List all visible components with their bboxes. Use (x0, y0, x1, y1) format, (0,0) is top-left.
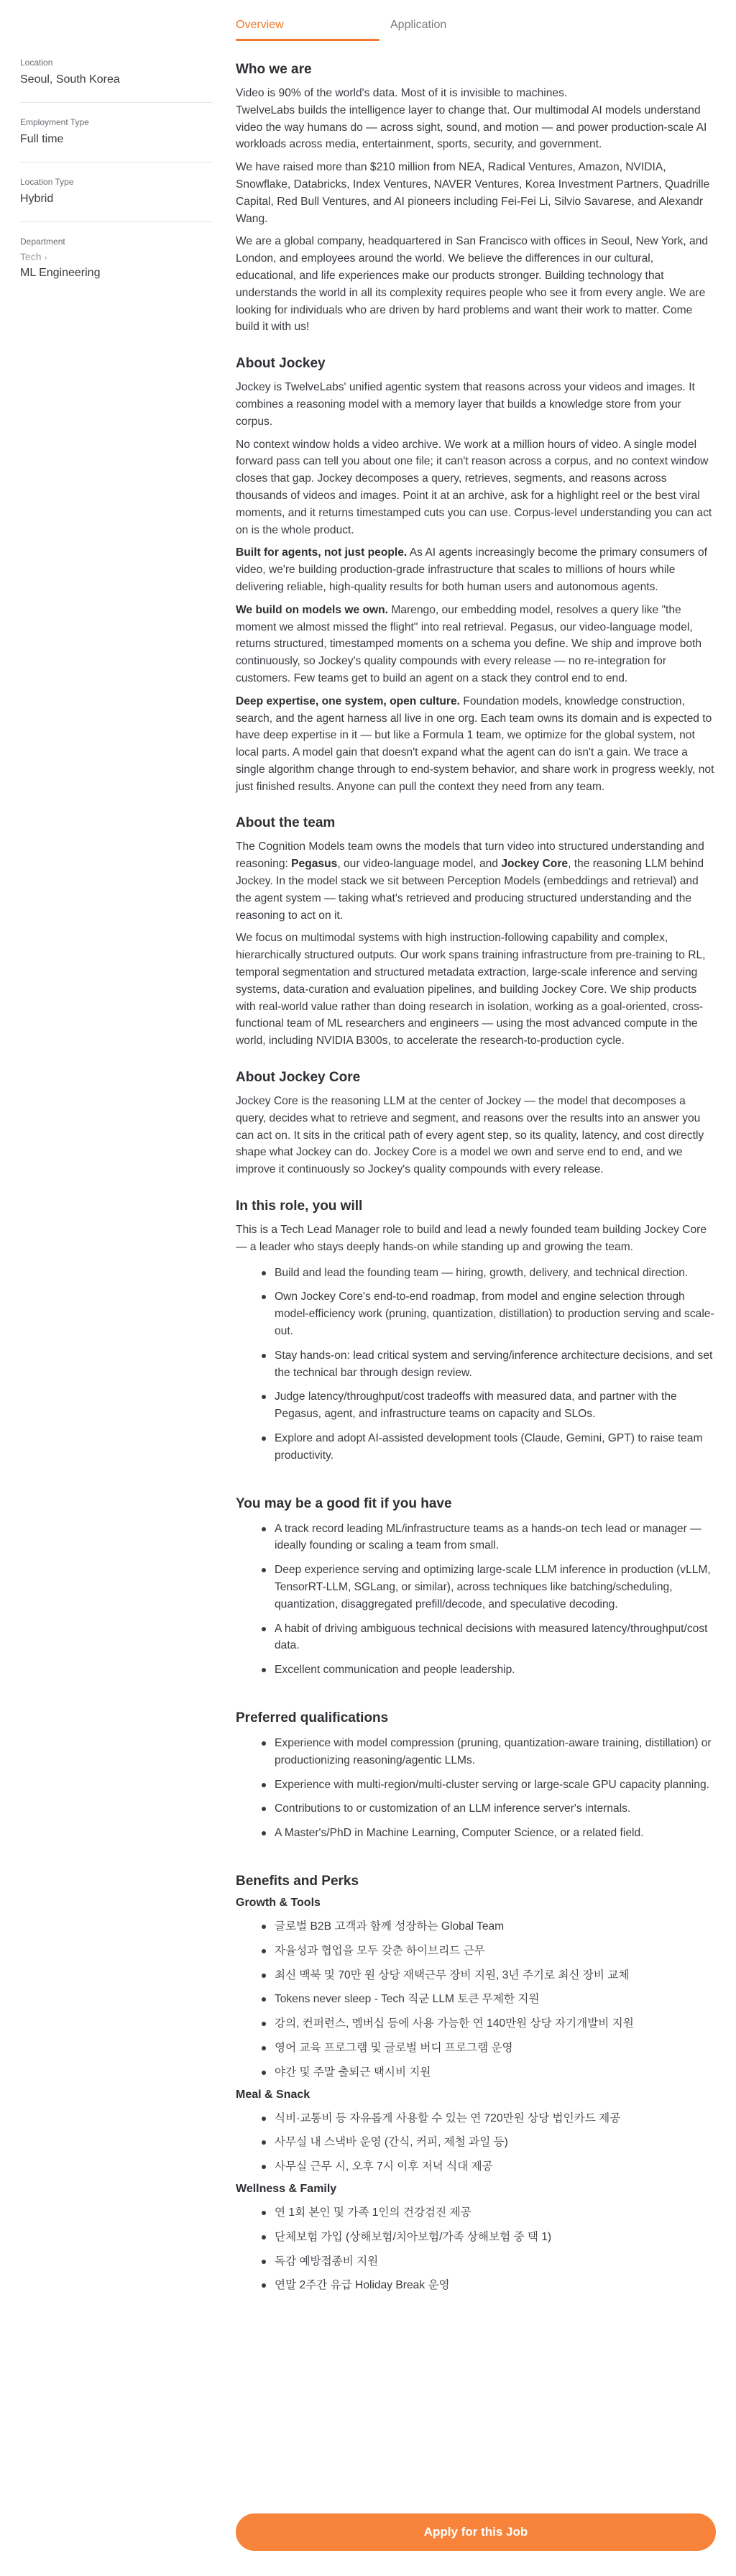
active-tab-indicator (236, 39, 380, 41)
who-heading: Who we are (236, 62, 312, 77)
list-item: Contributions to or customization of an LLM inference server's internals. (236, 1800, 716, 1818)
list-item: 단체보험 가입 (상해보험/치아보험/가족 상해보험 중 택 1) (236, 2229, 716, 2246)
list-item: Tokens never sleep - Tech 직군 LLM 토큰 무제한 지원 (236, 1991, 716, 2008)
list-item: 독감 예방접종비 지원 (236, 2253, 716, 2270)
list-item: 야간 및 주말 출퇴근 택시비 지원 (236, 2064, 716, 2081)
role-list (236, 1265, 716, 1465)
jockey-paragraph-5 (236, 693, 716, 796)
team-text-c: , our video-language model, and (337, 858, 502, 871)
section-who-we-are (236, 62, 716, 336)
tab-overview[interactable]: Overview (236, 19, 284, 31)
preferred-heading: Preferred qualifications (236, 1710, 389, 1725)
employment-type-block (20, 117, 213, 162)
apply-button[interactable]: Apply for this Job (236, 2513, 716, 2551)
list-item: 연말 2주간 유급 Holiday Break 운영 (236, 2277, 716, 2294)
benefits-heading: Benefits and Perks (236, 1873, 359, 1889)
section-preferred (236, 1710, 716, 1842)
department-block (20, 237, 213, 295)
jockey-paragraph-2: No context window holds a video archive. We work at a million hours of video. A single model forward pass can tell you about one file; it can't reason across a corpus, and no context window closes that gap. Jockey decomposes a query, retrieves, segments, and reasons across thousands of videos and images. Point it at an archive, ask for a highlight reel or the best viral moments, and it returns timestamped cuts you can use. Corpus-level understanding you can act on is the whole product. (236, 438, 712, 536)
perk-group-wellness (236, 2183, 716, 2294)
jockey-paragraph-1: Jockey is TwelveLabs' unified agentic system that reasons across your videos and images. It combines a reasoning model with a memory layer that builds a knowledge store from your corpus. (236, 381, 695, 428)
growth-heading: Growth & Tools (236, 1896, 321, 1909)
jockey-bold-1: Built for agents, not just people. (236, 546, 408, 559)
perk-group-meal (236, 2089, 716, 2176)
jockey-paragraph-3 (236, 544, 716, 595)
list-item: A Master's/PhD in Machine Learning, Computer Science, or a related field. (236, 1825, 716, 1842)
list-item: 식비·교통비 등 자유롭게 사용할 수 있는 연 720만원 상당 법인카드 제공 (236, 2110, 716, 2127)
jockey-heading: About Jockey (236, 356, 326, 372)
list-item: Deep experience serving and optimizing large-scale LLM inference in production (vLLM, TensorRT-LLM, SGLang, or similar), across techniques like batching/scheduling, quantization, disaggregated prefill/decode, and speculative decoding. (236, 1562, 716, 1613)
wellness-list (236, 2204, 716, 2294)
chevron-right-icon: › (44, 254, 47, 262)
jockey-text-5: Foundation models, knowledge construction, search, and the agent harness all live in one org. Each team owns its domain and is expected to have deep expertise in it — but like a Formula 1 team, we optimize for the global system, not local parts. A model gain that doesn't expand what the agent can do isn't a gain. We trace a single algorithm change through to end-system behavior, and share work in progress weekly, not just finished results. Anyone can pull the context they need from any team. (236, 695, 714, 793)
team-heading: About the team (236, 815, 336, 831)
team-text-e: , the reasoning LLM behind Jockey. In the model stack we sit between Perception Models (embeddings and retrieval) and the agent system — taking what's retrieved and producing structured understanding and the reasoning to act on it. (236, 858, 704, 922)
list-item: Experience with model compression (pruning, quantization-aware training, distillation) or productionizing reasoning/agentic LLMs. (236, 1735, 716, 1769)
core-heading: About Jockey Core (236, 1070, 361, 1086)
list-item: Stay hands-on: lead critical system and serving/inference architecture decisions, and set the technical bar through design review. (236, 1347, 716, 1382)
preferred-list (236, 1735, 716, 1842)
department-parent: Tech (20, 251, 42, 262)
who-paragraph-4: We are a global company, headquartered in San Francisco with offices in Seoul, New York, and London, and employees around the world. We believe the differences in our cultural, educational, and life experiences make our products stronger. Building technology that understands the world in all its complexity requires people who see it from every angle. We are looking for individuals who are driven by hard problems and want their work to matter. Come build it with us! (236, 235, 709, 334)
section-benefits (236, 1874, 716, 2294)
team-text-a: The Cognition Models team owns the models that turn video into structured understanding and reasoning: (236, 840, 704, 871)
growth-list (236, 1918, 716, 2081)
list-item: A track record leading ML/infrastructure teams as a hands-on tech lead or manager — ideally founding or scaling a team from small. (236, 1521, 716, 1555)
section-role (236, 1198, 716, 1465)
section-good-fit (236, 1496, 716, 1679)
tab-bar (236, 0, 716, 42)
location-label: Location (20, 58, 53, 68)
job-description (236, 62, 716, 2314)
list-item: 사무실 근무 시, 오후 7시 이후 저녁 식대 제공 (236, 2158, 716, 2176)
tab-application[interactable]: Application (390, 19, 447, 31)
list-item: 최신 맥북 및 70만 원 상당 재택근무 장비 지원, 3년 주기로 최신 장비 교체 (236, 1967, 716, 1984)
section-about-team (236, 815, 716, 1050)
list-item: 연 1회 본인 및 가족 1인의 건강검진 제공 (236, 2204, 716, 2222)
department-value: ML Engineering (20, 267, 101, 279)
jockey-text-4: Marengo, our embedding model, resolves a query like "the moment we almost missed the flight" into real retrieval. Pegasus, our video-language model, returns structured, timestamped moments on a schema you define. We ship and improve both continuously, so Jockey's quality compounds with every release — no re-integration for customers. Few teams get to build an agent on a stack they control end to end. (236, 603, 702, 684)
wellness-heading: Wellness & Family (236, 2182, 337, 2195)
meal-heading: Meal & Snack (236, 2088, 310, 2101)
core-paragraph-1: Jockey Core is the reasoning LLM at the center of Jockey — the model that decomposes a query, decides what to retrieve and segment, and reasons over the results into an answer you can act on. It sits in the critical path of every agent step, so its quality, latency, and cost directly shape what Jockey can do. Jockey Core is a model we own and serve end to end, and we improve it continuously so Jockey's quality compounds with every release. (236, 1095, 704, 1176)
jockey-paragraph-4 (236, 602, 716, 687)
list-item: 글로벌 B2B 고객과 함께 성장하는 Global Team (236, 1918, 716, 1935)
location-type-value: Hybrid (20, 193, 54, 205)
who-paragraph-1: Video is 90% of the world's data. Most of it is invisible to machines. (236, 87, 568, 99)
list-item: Excellent communication and people leadership. (236, 1661, 716, 1679)
department-label: Department (20, 237, 65, 247)
perk-group-growth (236, 1897, 716, 2081)
team-bold-pegasus: Pegasus (291, 858, 338, 871)
list-item: Explore and adopt AI-assisted development tools (Claude, Gemini, GPT) to raise team productivity. (236, 1430, 716, 1465)
jockey-text-3: As AI agents increasingly become the primary consumers of video, we're building production-grade infrastructure that scales to millions of hours while delivering reliable, high-quality results for both human users and autonomous agents. (236, 546, 708, 593)
role-heading: In this role, you will (236, 1198, 363, 1214)
list-item: Own Jockey Core's end-to-end roadmap, from model and engine selection through model-efficiency work (pruning, quantization, distillation) to production serving and scale-out. (236, 1288, 716, 1339)
list-item: A habit of driving ambiguous technical decisions with measured latency/throughput/cost data. (236, 1621, 716, 1655)
fit-list (236, 1521, 716, 1679)
team-paragraph-1 (236, 838, 716, 924)
location-block (20, 58, 213, 103)
list-item: Build and lead the founding team — hiring, growth, delivery, and technical direction. (236, 1265, 716, 1282)
fit-heading: You may be a good fit if you have (236, 1495, 452, 1511)
employment-type-label: Employment Type (20, 117, 89, 127)
employment-type-value: Full time (20, 133, 64, 145)
list-item: 사무실 내 스낵바 운영 (간식, 커피, 제철 과일 등) (236, 2134, 716, 2151)
jockey-bold-3: Deep expertise, one system, open culture. (236, 695, 460, 707)
job-details-sidebar (20, 58, 213, 310)
meal-list (236, 2110, 716, 2176)
list-item: Experience with multi-region/multi-cluster serving or large-scale GPU capacity planning. (236, 1777, 716, 1794)
who-paragraph-2: TwelveLabs builds the intelligence layer to change that. Our multimodal AI models understand video the way humans do — across sight, sound, and motion — and power production-scale AI workloads across media, entertainment, sports, security, and government. (236, 104, 707, 151)
list-item: Judge latency/throughput/cost tradeoffs with measured data, and partner with the Pegasus, agent, and infrastructure teams on capacity and SLOs. (236, 1388, 716, 1423)
team-bold-jockey-core: Jockey Core (501, 858, 569, 871)
who-paragraph-3: We have raised more than $210 million from NEA, Radical Ventures, Amazon, NVIDIA, Snowflake, Databricks, Index Ventures, NAVER Ventures, Korea Investment Partners, Quadrille Capital, Red Bull Ventures, and AI pioneers including Fei-Fei Li, Silvio Savarese, and Alexandr Wang. (236, 161, 710, 225)
list-item: 강의, 컨퍼런스, 멤버십 등에 사용 가능한 연 140만원 상당 자기개발비 지원 (236, 2015, 716, 2032)
section-about-jockey (236, 356, 716, 795)
location-type-block (20, 177, 213, 222)
section-about-jockey-core (236, 1070, 716, 1178)
role-intro: This is a Tech Lead Manager role to build and lead a newly founded team building Jockey Core — a leader who stays deeply hands-on while standing up and growing the team. (236, 1224, 707, 1253)
department-breadcrumb (20, 251, 213, 262)
location-value: Seoul, South Korea (20, 73, 120, 86)
team-paragraph-2: We focus on multimodal systems with high instruction-following capability and complex, hierarchically structured outputs. Our work spans training infrastructure from pre-training to RL, temporal segmentation and structured metadata extraction, large-scale inference and serving systems, data-curation and evaluation pipelines, and building Jockey Core. We ship products with real-world value rather than doing research in isolation, working as a goal-oriented, cross-functional team of ML researchers and engineers — using the most advanced compute in the world, including NVIDIA B300s, to accelerate the research-to-production cycle. (236, 932, 706, 1048)
list-item: 영어 교육 프로그램 및 글로벌 버디 프로그램 운영 (236, 2040, 716, 2057)
jockey-bold-2: We build on models we own. (236, 603, 388, 616)
list-item: 자율성과 협업을 모두 갖춘 하이브리드 근무 (236, 1943, 716, 1960)
location-type-label: Location Type (20, 177, 74, 187)
